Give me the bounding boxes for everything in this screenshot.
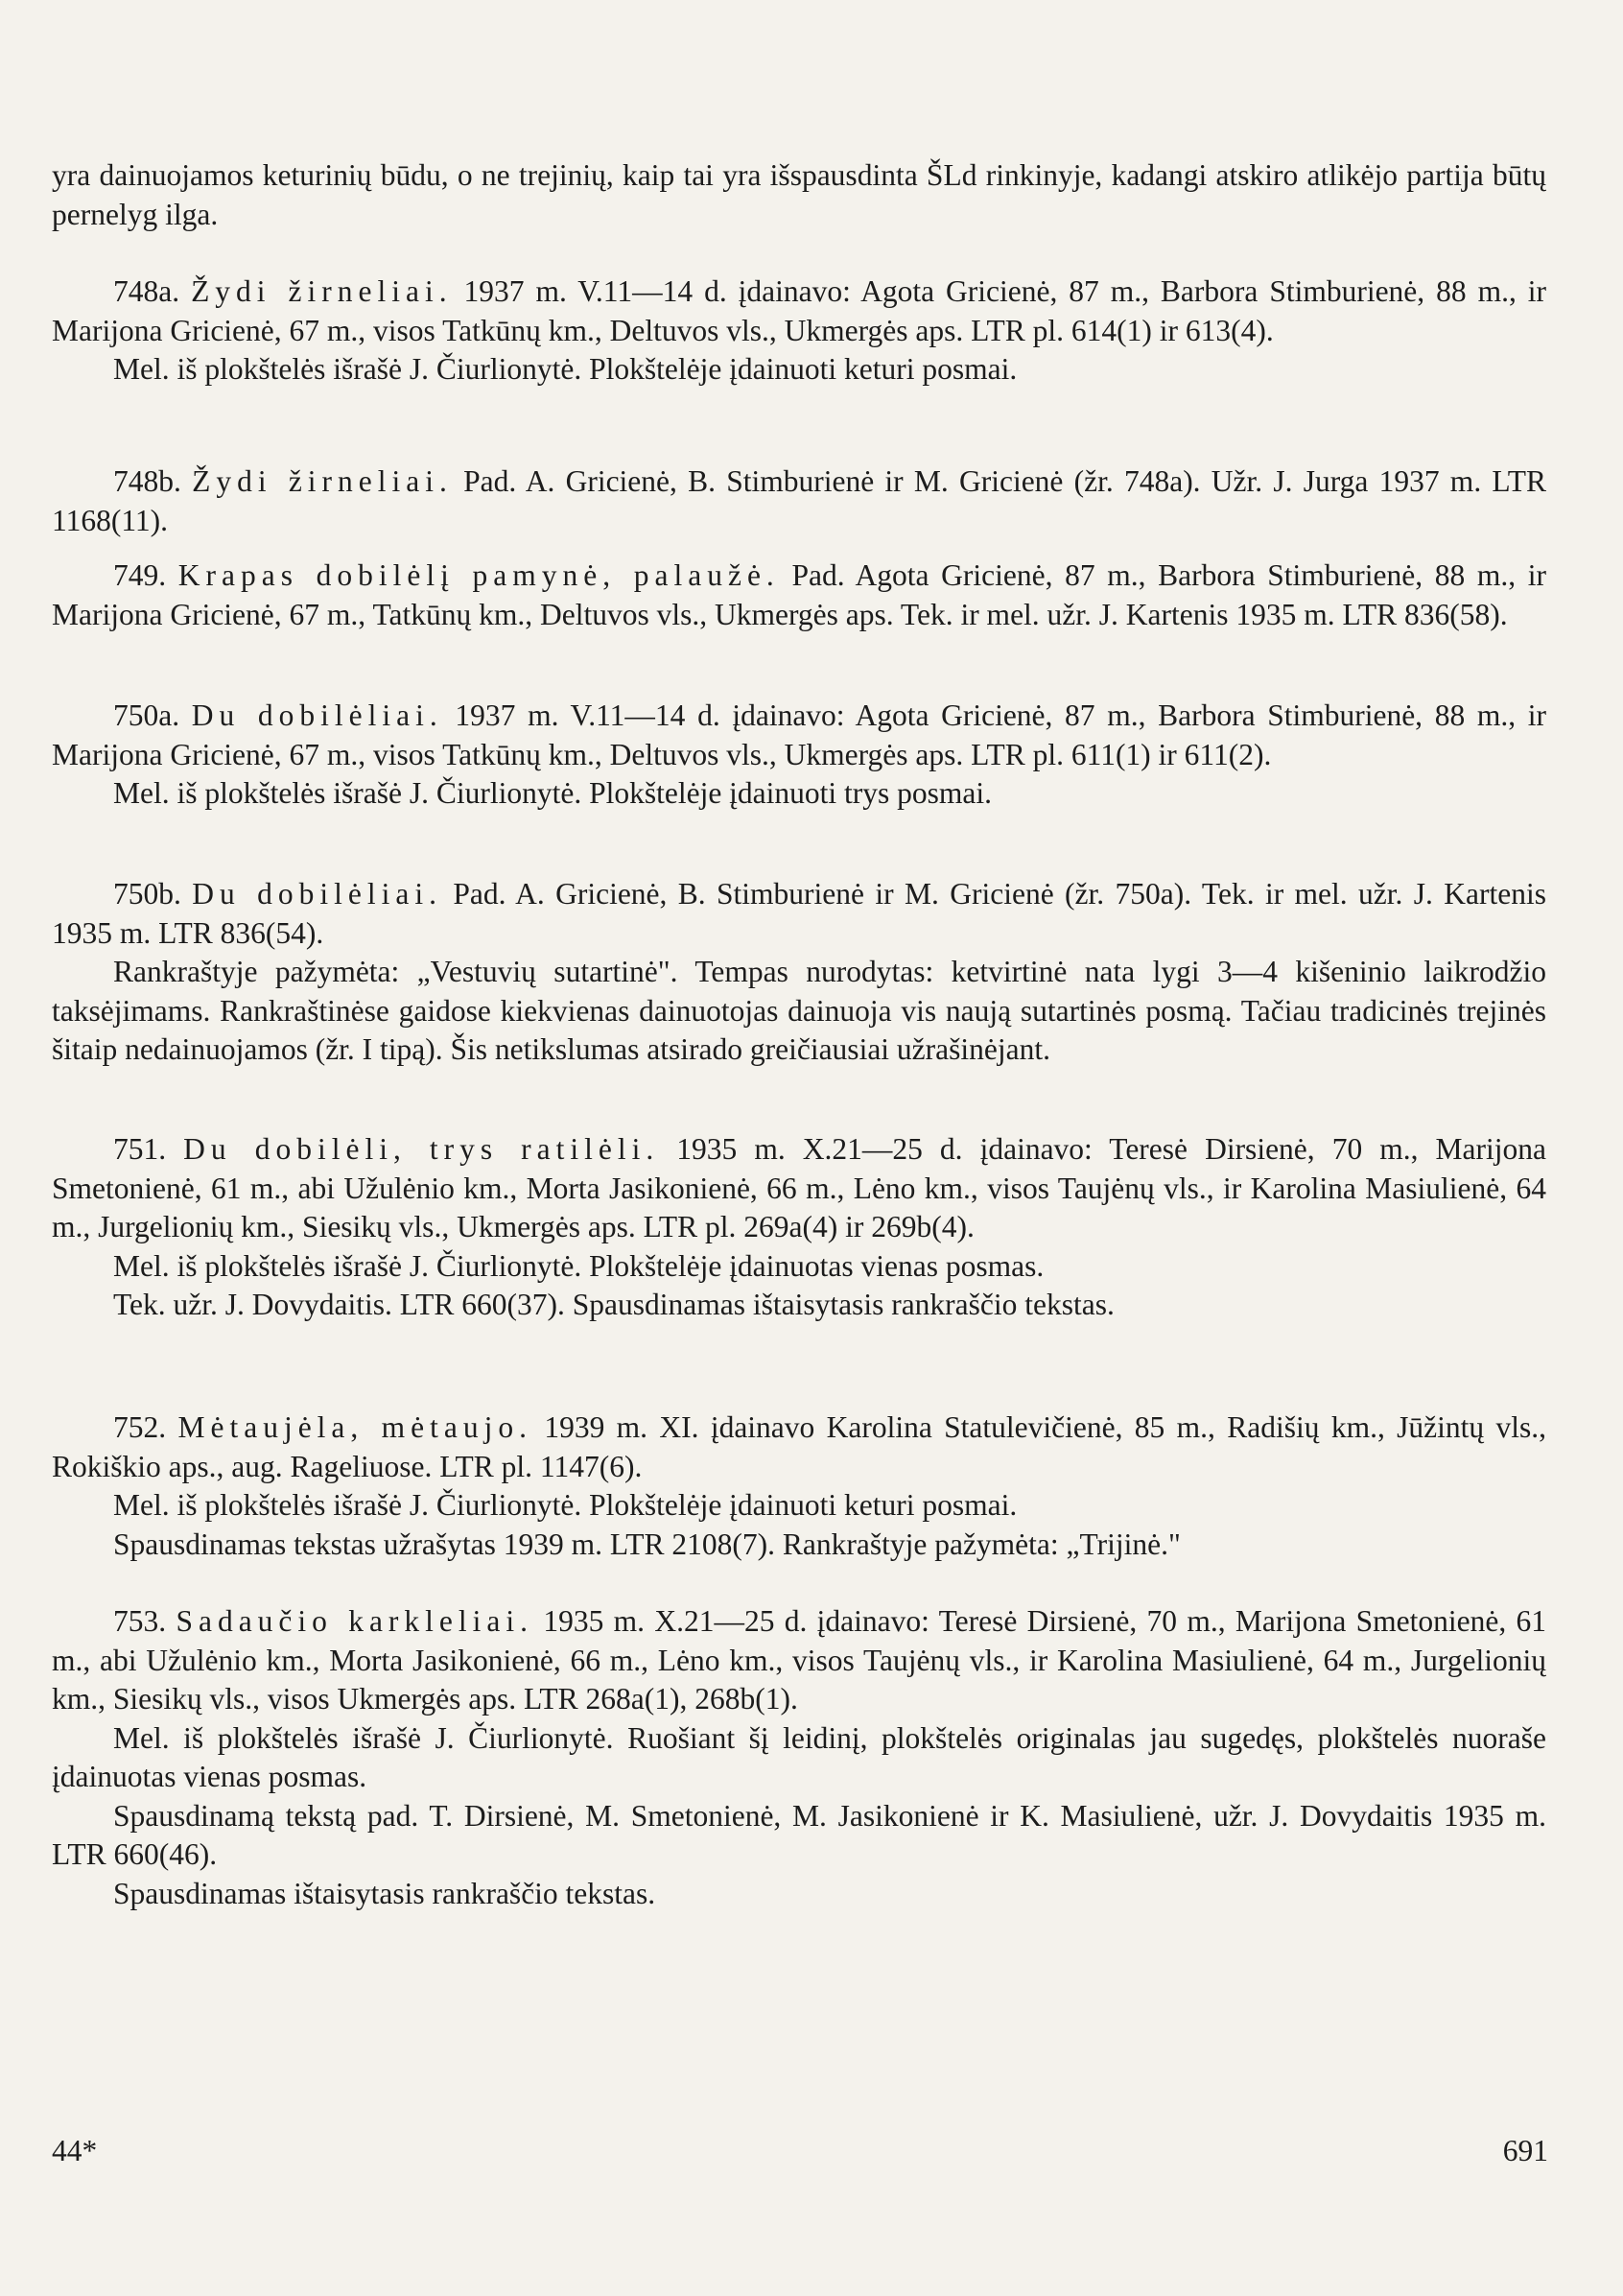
intro-text: yra dainuojamos keturinių būdu, o ne trejinių, kaip tai yra išspausdinta ŠLd rinkinyje, kadangi atskiro atlikėjo partija būtų pernelyg ilga. — [52, 158, 1546, 231]
entry-print-note: Spausdinamas tekstas užrašytas 1939 m. LTR 2108(7). Rankraštyje pažymėta: „Trijinė." — [113, 1527, 1181, 1561]
entry-melody-note: Mel. iš plokštelės išrašė J. Čiurlionytė. Ruošiant šį leidinį, plokštelės originalas jau sugedęs, plokštelės nuoraše įdainuotas vienas posmas. — [52, 1720, 1546, 1793]
entry-title: Krapas dobilėlį pamynė, palaužė. — [177, 558, 780, 592]
entry-number: 750a. — [113, 698, 180, 732]
entry-title: Du dobilėliai. — [191, 698, 443, 732]
entry-note: Rankraštyje pažymėta: „Vestuvių sutartinė". Tempas nurodytas: ketvirtinė nata lygi 3—4 kišeninio laikrodžio taksėjimams. Rankraštinėse gaidose kiekvienas dainuotojas dainuoja vis naują sutartinės posmą. Tačiau tradicinės trejinės šitaip nedainuojamos (žr. I tipą). Šis netikslumas atsirado greičiausiai užrašinėjant. — [52, 955, 1546, 1066]
entry-753 — [52, 1602, 1546, 1913]
entry-title: Žydi žirneliai. — [192, 464, 453, 498]
entry-body: 1939 m. XI. įdainavo Karolina Statulevičienė, 85 m., Radišių km., Jūžintų vls., Rokiškio aps., aug. Rageliuose. LTR pl. 1147(6). — [52, 1410, 1547, 1483]
entry-body: 1937 m. V.11—14 d. įdainavo: Agota Gricienė, 87 m., Barbora Stimburienė, 88 m., ir Marijona Gricienė, 67 m., visos Tatkūnų km., Deltuvos vls., Ukmergės aps. LTR pl. 614(1) ir 613(4). — [52, 274, 1547, 347]
entry-number: 753. — [113, 1604, 167, 1638]
entry-748a — [52, 272, 1546, 390]
entry-melody-note: Mel. iš plokštelės išrašė J. Čiurlionytė. Plokštelėje įdainuotas vienas posmas. — [113, 1248, 1045, 1283]
entry-750a — [52, 697, 1546, 814]
entry-751 — [52, 1130, 1546, 1325]
entry-number: 750b. — [113, 877, 181, 911]
entry-melody-note: Mel. iš plokštelės išrašė J. Čiurlionytė. Plokštelėje įdainuoti keturi posmai. — [113, 1488, 1018, 1522]
entry-text-note: Tek. užr. J. Dovydaitis. LTR 660(37). Spausdinamas ištaisytasis rankraščio tekstas. — [113, 1288, 1115, 1321]
entry-750b — [52, 875, 1546, 1070]
signature-mark: 44* — [52, 2134, 98, 2167]
entry-number: 751. — [113, 1132, 167, 1166]
entry-number: 749. — [113, 558, 167, 592]
entry-body: Pad. A. Gricienė, B. Stimburienė ir M. Gricienė (žr. 750a). Tek. ir mel. užr. J. Kartenis 1935 m. LTR 836(54). — [52, 877, 1546, 950]
entry-melody-note: Mel. iš plokštelės išrašė J. Čiurlionytė. Plokštelėje įdainuoti keturi posmai. — [113, 352, 1018, 386]
entry-body: Pad. Agota Gricienė, 87 m., Barbora Stimburienė, 88 m., ir Marijona Gricienė, 67 m., Tatkūnų km., Deltuvos vls., Ukmergės aps. Tek. ir mel. užr. J. Kartenis 1935 m. LTR 836(58). — [52, 558, 1547, 631]
entry-body: 1935 m. X.21—25 d. įdainavo: Teresė Dirsienė, 70 m., Marijona Smetonienė, 61 m., abi Užulėnio km., Morta Jasikonienė, 66 m., Lėno km., visos Taujėnų vls., ir Karolina Masiulienė, 64 m., Jurgelionių km., Siesikų vls., visos Ukmergės aps. LTR 268a(1), 268b(1). — [52, 1604, 1547, 1716]
entry-melody-note: Mel. iš plokštelės išrašė J. Čiurlionytė. Plokštelėje įdainuoti trys posmai. — [113, 776, 993, 810]
entry-number: 752. — [113, 1410, 167, 1444]
entry-body: 1935 m. X.21—25 d. įdainavo: Teresė Dirsienė, 70 m., Marijona Smetonienė, 61 m., abi Užulėnio km., Morta Jasikonienė, 66 m., Lėno km., visos Taujėnų vls., ir Karolina Masiulienė, 64 m., Jurgelionių km., Siesikų vls., Ukmergės aps. LTR pl. 269a(4) ir 269b(4). — [52, 1132, 1546, 1243]
entry-749 — [52, 556, 1546, 634]
entry-title: Du dobilėliai. — [192, 877, 442, 911]
entry-title: Du dobilėli, trys ratilėli. — [183, 1132, 660, 1166]
entry-752 — [52, 1408, 1546, 1564]
entry-print-note-2: Spausdinamas ištaisytasis rankraščio tekstas. — [113, 1876, 656, 1910]
intro-paragraph — [52, 156, 1546, 234]
entry-748b — [52, 462, 1546, 540]
entry-body: Pad. A. Gricienė, B. Stimburienė ir M. Gricienė (žr. 748a). Užr. J. Jurga 1937 m. LTR 1168(11). — [52, 464, 1547, 537]
entry-body: 1937 m. V.11—14 d. įdainavo: Agota Gricienė, 87 m., Barbora Stimburienė, 88 m., ir Marijona Gricienė, 67 m., visos Tatkūnų km., Deltuvos vls., Ukmergės aps. LTR pl. 611(1) ir 611(2). — [52, 698, 1546, 771]
entry-title: Mėtaujėla, mėtaujo. — [177, 1410, 532, 1444]
entry-title: Sadaučio karkleliai. — [176, 1604, 534, 1638]
page-number: 691 — [1502, 2134, 1548, 2167]
entry-print-note: Spausdinamą tekstą pad. T. Dirsienė, M. Smetonienė, M. Jasikonienė ir K. Masiulienė, užr. J. Dovydaitis 1935 m. LTR 660(46). — [52, 1798, 1546, 1871]
entry-number: 748a. — [113, 274, 180, 308]
entry-title: Žydi žirneliai. — [191, 274, 453, 308]
entry-number: 748b. — [113, 464, 181, 498]
